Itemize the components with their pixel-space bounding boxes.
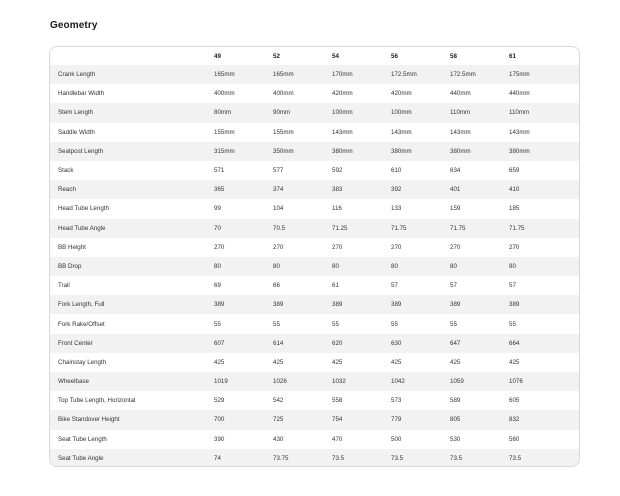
table-cell: 380mm bbox=[391, 147, 412, 155]
page-title: Geometry bbox=[50, 20, 98, 31]
table-cell: 577 bbox=[273, 167, 284, 175]
table-cell: 143mm bbox=[332, 128, 353, 136]
table-row bbox=[50, 180, 580, 199]
table-cell: 73.5 bbox=[450, 454, 463, 462]
row-label: Front Center bbox=[58, 339, 93, 347]
table-row bbox=[50, 103, 580, 122]
table-cell: 571 bbox=[214, 167, 225, 175]
row-label: Seatpost Length bbox=[58, 147, 104, 155]
table-cell: 779 bbox=[391, 416, 402, 424]
size-header: 56 bbox=[391, 52, 398, 60]
row-label: Wheelbase bbox=[58, 378, 89, 386]
table-cell: 185 bbox=[509, 205, 520, 213]
table-cell: 116 bbox=[332, 205, 342, 213]
table-cell: 392 bbox=[391, 186, 402, 194]
table-cell: 430 bbox=[273, 435, 284, 443]
table-cell: 55 bbox=[391, 320, 398, 328]
table-row bbox=[50, 199, 580, 218]
row-label: Fork Rake/Offset bbox=[58, 320, 105, 328]
table-row bbox=[50, 257, 580, 276]
table-row bbox=[50, 219, 580, 238]
row-label: Crank Length bbox=[58, 71, 96, 79]
table-cell: 80 bbox=[273, 262, 280, 270]
table-cell: 805 bbox=[450, 416, 461, 424]
table-cell: 172.5mm bbox=[450, 71, 476, 79]
table-cell: 400mm bbox=[273, 90, 294, 98]
table-cell: 80 bbox=[214, 262, 221, 270]
table-row bbox=[50, 314, 580, 333]
table-cell: 270 bbox=[450, 243, 461, 251]
table-cell: 70 bbox=[214, 224, 221, 232]
table-cell: 71.75 bbox=[391, 224, 407, 232]
table-cell: 389 bbox=[273, 301, 284, 309]
table-cell: 110mm bbox=[450, 109, 471, 117]
geometry-table-container bbox=[49, 46, 580, 467]
table-cell: 470 bbox=[332, 435, 343, 443]
table-cell: 425 bbox=[450, 358, 461, 366]
table-cell: 159 bbox=[450, 205, 461, 213]
table-cell: 80mm bbox=[214, 109, 232, 117]
table-cell: 425 bbox=[273, 358, 284, 366]
table-cell: 143mm bbox=[391, 128, 412, 136]
table-cell: 170mm bbox=[332, 71, 353, 79]
table-cell: 71.75 bbox=[509, 224, 525, 232]
table-row bbox=[50, 123, 580, 142]
table-cell: 100mm bbox=[332, 109, 353, 117]
table-cell: 832 bbox=[509, 416, 520, 424]
table-cell: 172.5mm bbox=[391, 71, 417, 79]
table-cell: 57 bbox=[509, 282, 516, 290]
size-header: 49 bbox=[214, 52, 221, 60]
table-cell: 110mm bbox=[509, 109, 530, 117]
table-cell: 70.5 bbox=[273, 224, 286, 232]
table-cell: 350mm bbox=[273, 147, 294, 155]
table-cell: 425 bbox=[509, 358, 520, 366]
table-cell: 607 bbox=[214, 339, 225, 347]
row-label: Stem Length bbox=[58, 109, 94, 117]
table-cell: 754 bbox=[332, 416, 343, 424]
row-label: Reach bbox=[58, 186, 76, 194]
table-cell: 71.75 bbox=[450, 224, 466, 232]
row-label: Saddle Width bbox=[58, 128, 95, 136]
table-cell: 380mm bbox=[509, 147, 530, 155]
row-label: Seat Tube Angle bbox=[58, 454, 104, 462]
table-row bbox=[50, 430, 580, 449]
table-row bbox=[50, 334, 580, 353]
table-cell: 73.5 bbox=[391, 454, 404, 462]
table-cell: 71.25 bbox=[332, 224, 348, 232]
table-cell: 425 bbox=[214, 358, 225, 366]
row-label: Fork Length, Full bbox=[58, 301, 105, 309]
table-cell: 630 bbox=[391, 339, 402, 347]
table-cell: 155mm bbox=[214, 128, 235, 136]
table-cell: 80 bbox=[332, 262, 339, 270]
table-row bbox=[50, 391, 580, 410]
row-label: Top Tube Length, Horizontal bbox=[58, 397, 136, 405]
table-cell: 592 bbox=[332, 167, 343, 175]
table-cell: 1019 bbox=[214, 378, 228, 386]
table-cell: 659 bbox=[509, 167, 520, 175]
row-label: Stack bbox=[58, 167, 74, 175]
table-cell: 410 bbox=[509, 186, 520, 194]
table-cell: 74 bbox=[214, 454, 221, 462]
table-cell: 420mm bbox=[391, 90, 412, 98]
table-cell: 1026 bbox=[273, 378, 287, 386]
table-cell: 383 bbox=[332, 186, 343, 194]
table-cell: 1059 bbox=[450, 378, 464, 386]
table-cell: 69 bbox=[214, 282, 221, 290]
table-cell: 573 bbox=[391, 397, 402, 405]
table-cell: 80 bbox=[509, 262, 516, 270]
table-cell: 610 bbox=[391, 167, 402, 175]
table-cell: 270 bbox=[391, 243, 402, 251]
table-cell: 380mm bbox=[450, 147, 471, 155]
row-label: Handlebar Width bbox=[58, 90, 105, 98]
table-cell: 389 bbox=[450, 301, 461, 309]
table-row bbox=[50, 276, 580, 295]
row-label: Bike Standover Height bbox=[58, 416, 120, 424]
table-cell: 270 bbox=[332, 243, 343, 251]
row-label: BB Height bbox=[58, 243, 86, 251]
table-row bbox=[50, 372, 580, 391]
table-cell: 389 bbox=[214, 301, 225, 309]
header-label-cell bbox=[50, 47, 214, 65]
table-cell: 80 bbox=[391, 262, 398, 270]
table-cell: 425 bbox=[391, 358, 402, 366]
table-cell: 440mm bbox=[450, 90, 471, 98]
table-cell: 73.5 bbox=[332, 454, 345, 462]
table-cell: 270 bbox=[509, 243, 520, 251]
size-header: 58 bbox=[450, 52, 457, 60]
geometry-table bbox=[50, 47, 580, 467]
table-cell: 700 bbox=[214, 416, 225, 424]
table-cell: 1032 bbox=[332, 378, 346, 386]
table-cell: 165mm bbox=[214, 71, 235, 79]
table-cell: 55 bbox=[509, 320, 516, 328]
table-cell: 133 bbox=[391, 205, 402, 213]
size-header: 61 bbox=[509, 52, 516, 60]
table-cell: 374 bbox=[273, 186, 284, 194]
table-cell: 99 bbox=[214, 205, 221, 213]
table-cell: 66 bbox=[273, 282, 280, 290]
table-cell: 57 bbox=[391, 282, 398, 290]
table-cell: 55 bbox=[273, 320, 280, 328]
table-cell: 175mm bbox=[509, 71, 530, 79]
table-cell: 80 bbox=[450, 262, 457, 270]
table-cell: 425 bbox=[332, 358, 343, 366]
size-header: 54 bbox=[332, 52, 339, 60]
table-cell: 401 bbox=[450, 186, 461, 194]
table-cell: 315mm bbox=[214, 147, 235, 155]
table-cell: 380mm bbox=[332, 147, 353, 155]
table-cell: 605 bbox=[509, 397, 520, 405]
table-cell: 73.5 bbox=[509, 454, 522, 462]
table-cell: 165mm bbox=[273, 71, 294, 79]
table-cell: 61 bbox=[332, 282, 339, 290]
table-row bbox=[50, 65, 580, 84]
table-cell: 365 bbox=[214, 186, 225, 194]
table-cell: 55 bbox=[214, 320, 221, 328]
row-label: Seat Tube Length bbox=[58, 435, 107, 443]
table-cell: 647 bbox=[450, 339, 461, 347]
size-header: 52 bbox=[273, 52, 280, 60]
table-row bbox=[50, 161, 580, 180]
table-cell: 558 bbox=[332, 397, 343, 405]
size-header-row bbox=[50, 47, 580, 65]
row-label: Head Tube Angle bbox=[58, 224, 106, 232]
table-cell: 270 bbox=[273, 243, 284, 251]
table-cell: 1042 bbox=[391, 378, 405, 386]
table-cell: 390 bbox=[214, 435, 225, 443]
table-cell: 500 bbox=[391, 435, 402, 443]
table-cell: 1076 bbox=[509, 378, 523, 386]
table-cell: 155mm bbox=[273, 128, 294, 136]
table-cell: 530 bbox=[450, 435, 461, 443]
table-cell: 400mm bbox=[214, 90, 235, 98]
table-cell: 389 bbox=[509, 301, 520, 309]
row-label: Chainstay Length bbox=[58, 358, 107, 366]
table-row bbox=[50, 410, 580, 429]
table-row bbox=[50, 449, 580, 467]
table-row bbox=[50, 295, 580, 314]
table-cell: 589 bbox=[450, 397, 461, 405]
table-cell: 542 bbox=[273, 397, 284, 405]
table-cell: 90mm bbox=[273, 109, 291, 117]
table-row bbox=[50, 142, 580, 161]
table-cell: 143mm bbox=[509, 128, 530, 136]
table-cell: 440mm bbox=[509, 90, 530, 98]
table-cell: 57 bbox=[450, 282, 457, 290]
row-label: Trail bbox=[58, 282, 70, 290]
table-cell: 389 bbox=[391, 301, 402, 309]
table-cell: 270 bbox=[214, 243, 225, 251]
row-label: BB Drop bbox=[58, 262, 82, 270]
table-cell: 614 bbox=[273, 339, 284, 347]
table-cell: 389 bbox=[332, 301, 343, 309]
table-row bbox=[50, 353, 580, 372]
table-cell: 143mm bbox=[450, 128, 471, 136]
table-cell: 620 bbox=[332, 339, 343, 347]
table-cell: 560 bbox=[509, 435, 520, 443]
row-label: Head Tube Length bbox=[58, 205, 109, 213]
table-cell: 529 bbox=[214, 397, 225, 405]
table-cell: 104 bbox=[273, 205, 284, 213]
table-row bbox=[50, 238, 580, 257]
table-cell: 55 bbox=[332, 320, 339, 328]
table-cell: 55 bbox=[450, 320, 457, 328]
table-cell: 664 bbox=[509, 339, 520, 347]
table-row bbox=[50, 84, 580, 103]
table-cell: 100mm bbox=[391, 109, 412, 117]
table-cell: 73.75 bbox=[273, 454, 289, 462]
table-cell: 725 bbox=[273, 416, 284, 424]
table-cell: 420mm bbox=[332, 90, 353, 98]
table-cell: 634 bbox=[450, 167, 461, 175]
